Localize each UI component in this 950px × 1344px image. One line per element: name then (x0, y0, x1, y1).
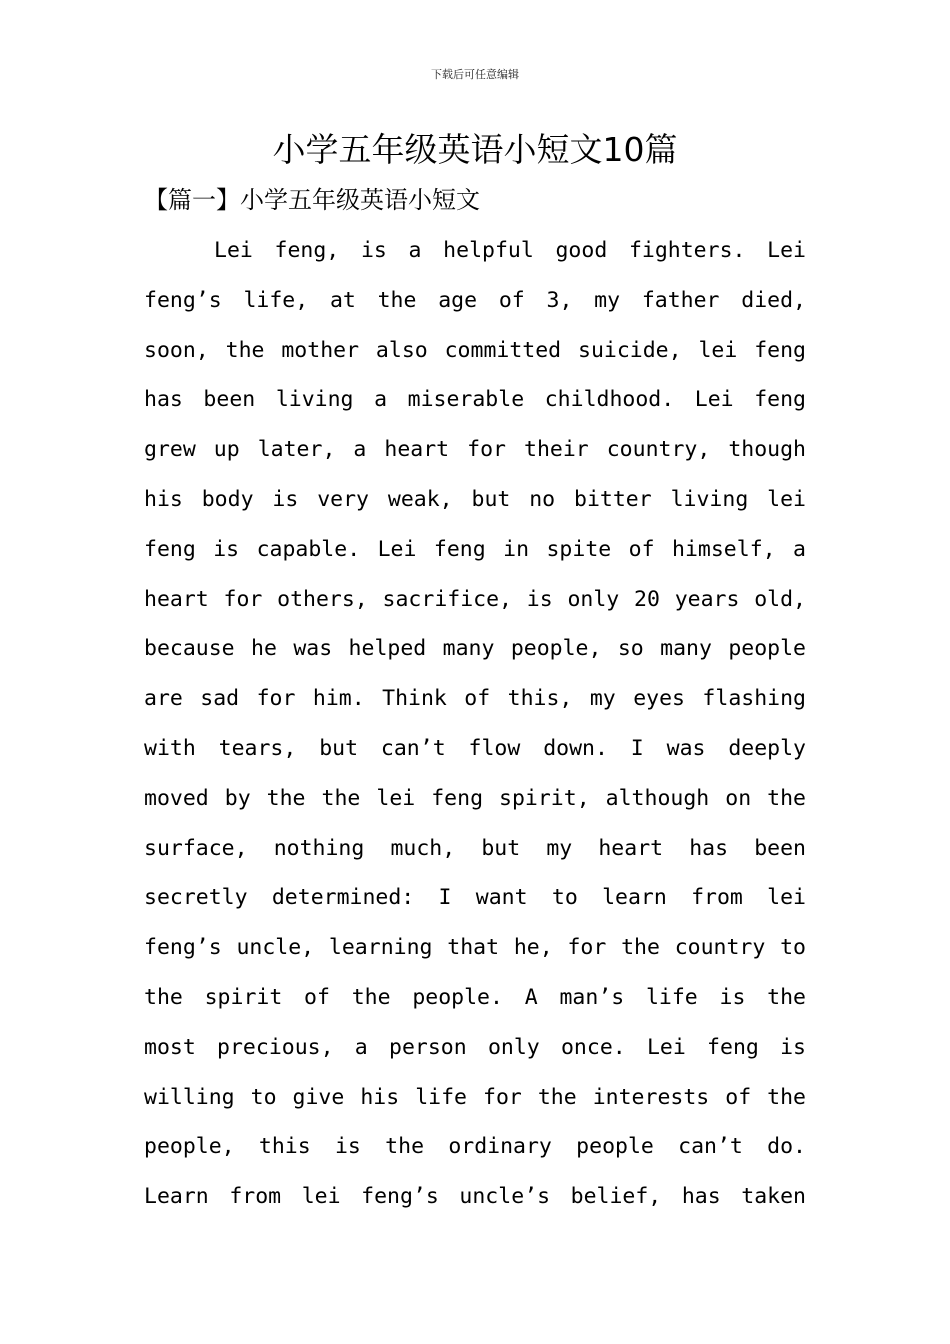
text-line: moved by the the lei feng spirit, although on the (144, 785, 806, 811)
text-line: Lei feng, is a helpful good fighters. Lei (214, 238, 806, 263)
text-line: people, this is the ordinary people can’t do. (144, 1134, 806, 1160)
text-line: grew up later, a heart for their country, though (144, 437, 806, 463)
body-text (144, 226, 806, 1222)
text-line: feng is capable. Lei feng in spite of himself, a (144, 536, 806, 562)
text-line: are sad for him. Think of this, my eyes flashing (144, 686, 806, 712)
text-line: has been living a miserable childhood. Lei feng (144, 387, 806, 413)
text-line: most precious, a person only once. Lei feng is (144, 1034, 806, 1060)
document-title: 小学五年级英语小短文10篇 (272, 130, 678, 169)
text-line: soon, the mother also committed suicide, lei feng (144, 337, 806, 363)
text-line: secretly determined: I want to learn from lei (144, 885, 806, 911)
header-note: 下载后可任意编辑 (431, 68, 519, 81)
text-line: because he was helped many people, so many people (144, 636, 806, 662)
text-line: willing to give his life for the interests of the (144, 1084, 806, 1110)
text-line: with tears, but can’t flow down. I was deeply (144, 735, 806, 761)
text-line: feng’s life, at the age of 3, my father died, (144, 287, 806, 313)
text-line: heart for others, sacrifice, is only 20 years old, (144, 586, 806, 612)
text-line: his body is very weak, but no bitter living lei (144, 486, 806, 512)
text-line: Learn from lei feng’s uncle’s belief, has taken (144, 1184, 806, 1210)
section-heading: 【篇一】小学五年级英语小短文 (144, 186, 480, 214)
text-line: the spirit of the people. A man’s life is the (144, 984, 806, 1010)
text-line: surface, nothing much, but my heart has been (144, 835, 806, 861)
text-line: feng’s uncle, learning that he, for the country to (144, 935, 806, 961)
